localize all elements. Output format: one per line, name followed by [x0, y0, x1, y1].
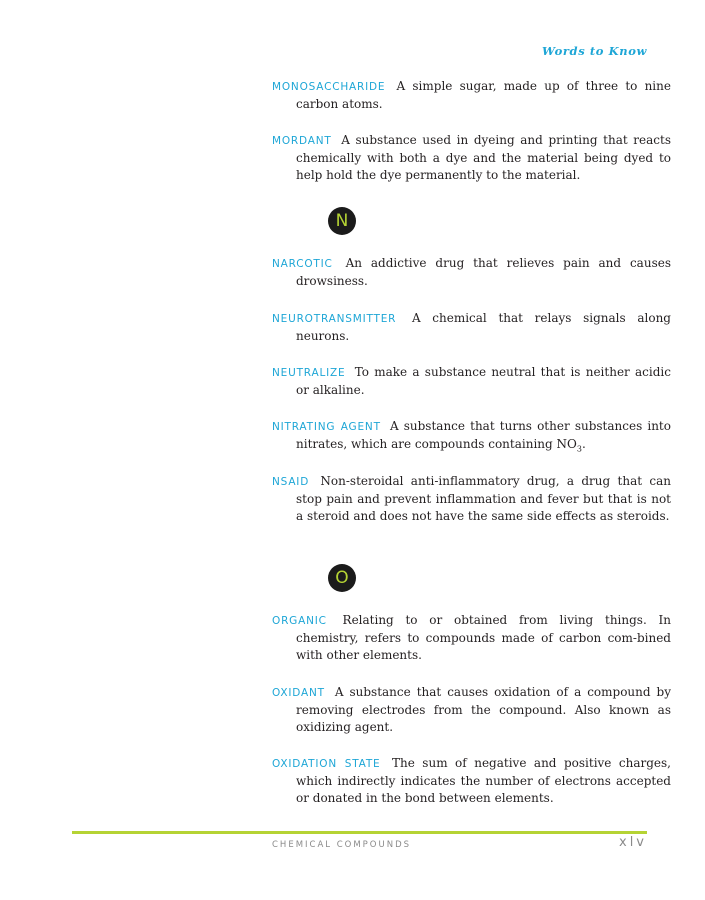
footer-rule — [72, 831, 647, 834]
entry-term: NSAID — [272, 476, 310, 488]
glossary-entry — [272, 418, 671, 453]
entry-definition: Non-steroidal anti-inflammatory drug, a drug that can stop pain and prevent inflammation and fever but that is not a steroid and does not have the same side effects as steroids. — [296, 474, 671, 523]
glossary-entry — [272, 364, 671, 399]
entry-subscript: 3 — [576, 444, 582, 454]
entry-definition: An addictive drug that relieves pain and causes drowsiness. — [296, 256, 671, 288]
entry-definition: A substance used in dyeing and printing that reacts chemically with both a dye and the material being dyed to help hold the dye permanently to the material. — [296, 133, 671, 182]
entry-term: NEUROTRANSMITTER — [272, 313, 397, 325]
glossary-entry — [272, 132, 671, 184]
entry-term: ORGANIC — [272, 615, 327, 627]
entry-term: MONOSACCHARIDE — [272, 81, 386, 93]
entry-definition: The sum of negative and positive charges, which indirectly indicates the number of electrons accepted or donated in the bond between elements. — [296, 756, 671, 805]
glossary-entry — [272, 755, 671, 807]
entry-term: NEUTRALIZE — [272, 367, 346, 379]
entry-definition: A chemical that relays signals along neurons. — [296, 311, 671, 343]
running-head: Words to Know — [542, 44, 647, 58]
footer-book-title: CHEMICAL COMPOUNDS — [272, 840, 412, 850]
entry-suffix: . — [581, 437, 586, 451]
glossary-entry — [272, 310, 671, 345]
entry-term: OXIDANT — [272, 687, 325, 699]
glossary-entry — [272, 255, 671, 290]
entry-definition: Relating to or obtained from living things. In chemistry, refers to compounds made of carbon com-bined with other elements. — [296, 613, 671, 662]
entry-definition: To make a substance neutral that is neither acidic or alkaline. — [296, 365, 671, 397]
glossary-entry — [272, 684, 671, 736]
section-letter-n: N — [328, 207, 356, 235]
glossary-entry — [272, 473, 671, 525]
entry-term: NARCOTIC — [272, 258, 333, 270]
glossary-entry — [272, 78, 671, 113]
section-letter-o: O — [328, 564, 356, 592]
page-number: xlv — [619, 835, 647, 850]
entry-definition: A simple sugar, made up of three to nine carbon atoms. — [296, 79, 671, 111]
entry-term: OXIDATION STATE — [272, 758, 381, 770]
entry-term: MORDANT — [272, 135, 332, 147]
entry-definition: A substance that causes oxidation of a compound by removing electrodes from the compound. Also known as oxidizing agent. — [296, 685, 671, 734]
glossary-entry — [272, 612, 671, 664]
entry-term: NITRATING AGENT — [272, 421, 381, 433]
entry-definition: A substance that turns other substances into nitrates, which are compounds containing NO — [296, 419, 671, 451]
